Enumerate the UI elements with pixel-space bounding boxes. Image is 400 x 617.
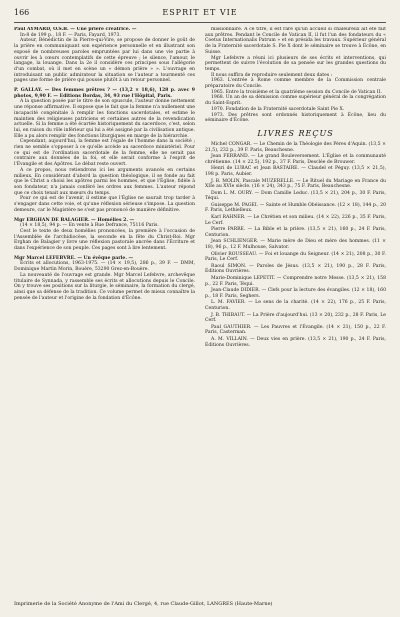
- page-number: 166: [14, 8, 30, 17]
- book-item: J. B. MOLIN, Pascale MUZERELLE. — Le Rituel du Mariage en France du XIIe au XVIe siècle. (16 × 24), 343 p., 75 F. Paris, Beauchesne.: [205, 178, 386, 190]
- review-paragraph: missionnaire. A ce titre, il est rare qu'un accueil si chaleureux ait été fait aux prêtres. Pendant le Concile de Vatican II, il fut l'un des fondateurs du « Coetus Internationalis Patrum » et en présida les travaux. Supérieur général de la Fraternité sacerdotale S. Pie X dont le séminaire se trouve à Écône, en Suisse.: [205, 27, 386, 55]
- book-item: Dom L. M. OURY. — Dom Camille Leduc. (13,5 × 21), 204 p., 30 F. Paris, Téqui.: [205, 190, 386, 202]
- book-item: Guiseppe M. PAGEI. — Sainte et Humble Obéissance. (12 × 18), 144 p., 20 F. Paris, Lethielleux.: [205, 202, 386, 214]
- review-paragraph: Écrits et allocutions, 1963-1975. — (14 × 19,5), 286 p., 39 F. — DMM, Dominique Martin Morin, Bouère, 53290 Grez-en-Bouère.: [14, 261, 195, 273]
- review-paragraph: Cest le texte de deux homélies prononcées, la première à l'occasion de l'Assemblée de l'archidiocèse, la seconde en la fête du Christ-Roi. Mgr Erghan de Balagier y livre une réflexion pastorale ancrée dans l'Écriture et dans l'expérience de son peuple. Ces pages sont à lire lentement.: [14, 228, 195, 252]
- review-paragraph: 1973. Des prêtres sont ordonnés historiquement à Écône, lieu du séminaire d'Écône.: [205, 112, 386, 124]
- book-item: Raoul SIMON. — Paroles de Jésus. (13,5 × 21), 190 p., 28 F. Paris, Éditions Ouvrières.: [205, 263, 386, 275]
- review-paragraph: 1965. Entre la troisième et la quatrième session du Concile de Vatican II.: [211, 89, 382, 95]
- book-item: J. B. THIBAUT. — La Prière d'aujourd'hui. (13 × 20), 232 p., 28 F. Paris, Le Cerf.: [205, 312, 386, 324]
- book-item: Paul GAUTHIER. — Les Pauvres et l'Évangile. (14 × 21), 150 p., 22 F. Paris, Casterman.: [205, 324, 386, 336]
- book-item: L. M. FAVIER. — Le sens de la charité. (14 × 22), 176 p., 25 F. Paris, Centurion.: [205, 300, 386, 311]
- page-header: [14, 8, 386, 23]
- review-entry: [14, 218, 195, 252]
- book-item: Jean-Claude DIDIER. — Clefs pour la lecture des évangiles. (12 × 18), 160 p., 18 F. Paris, Seghers.: [205, 288, 386, 299]
- review-paragraph: In-8 de 199 p., 18 F. — Paris, Fayard, 1973.: [20, 32, 121, 38]
- review-entry: [14, 88, 195, 213]
- review-paragraph: A ce propos, nous retiendrons ici les arguments avancés en certains milieux. En considérant d'abord la question théologique, il se fonde au fait que le Christ a choisi les apôtres parmi les hommes, et que l'Église, fidèle à son fondateur, n'a jamais conféré les ordres aux femmes. L'auteur répond que ce choix tenait aux mœurs du temps.: [14, 167, 195, 196]
- book-item: Jean FERRAND. — Le grand Bouleversement. L'Église et la communauté chrétienne. (14 × 22,5), 192 p., 37 F. Paris, Desclée de Brouwer.: [205, 154, 386, 165]
- review-paragraph: 1970. Fondation de la Fraternité sacerdotale Saint Pie X.: [211, 106, 345, 112]
- review-paragraph: 1968. Un an de sa démission comme supérieur général de la congrégation du Saint-Esprit.: [205, 95, 386, 107]
- book-item: Henri de LUBAC et Jean BASTAIRE. — Claudel et Péguy. (13,5 × 21,5), 198 p. Paris, Aubier.: [205, 166, 386, 177]
- text-columns: [14, 27, 386, 599]
- book-item: Michel CONGAR. — Le Chemin de la Théologie des Pères d'Aquin. (13,5 × 21,5), 232 p., 39 F. Paris, Beauchesne.: [205, 141, 386, 153]
- book-item: Jean SCHLIENGER. — Marie mère de Dieu et mère des hommes. (11 × 18), 96 p., 12 F. Mulhouse, Salvator.: [205, 239, 386, 251]
- review-paragraph: Auteur, Bénédictin de la Pierre-qui-Vire, se propose de donner le goût de la prière en communiquant son expérience personnelle et en illustrant son exposé de nombreuses paroles empruntées par lui dans une vie partie à ouvrir les à cœurs contemplatifs de cette épreuve ; le silence, l'amour, le langage, la louange. Dans la 2e il considère ces principes sous l'allégorie d'un combat, où il met en scène un « démon prière » ». L'ouvrage en introduisant un public admirateur la situation se l'auteur a tourmenté ces pages une forme de prière qui pousse plutôt à un retour personnel.: [14, 38, 195, 84]
- review-paragraph: Il nous suffira de reproduire seulement deux dates :: [211, 72, 333, 78]
- review-heading: [14, 88, 195, 99]
- review-entry: [14, 256, 195, 302]
- review-paragraph: La nouveauté de l'ouvrage est grande. Mgr Marcel Lefebvre, archevêque titulaire de Synnada, y rassemble ses écrits et allocutions depuis le Concile. On y trouve ses positions sur la liturgie, le séminaire, la formation du clergé, ainsi que sa défense de la tradition. Ce volume permet de mieux connaître la pensée de l'auteur et l'origine de la fondation d'Écône.: [14, 272, 195, 301]
- review-paragraph: 1963. L'entrée à Rome comme membre de la Commission centrale préparatoire du Concile.: [205, 78, 386, 90]
- right-column: [205, 27, 386, 599]
- printer-footer: Imprimerie de la Société Anonyme de l'Ami du Clergé, 4, rue Claude-Gillot, LANGRES (Haute-Marne): [14, 601, 273, 607]
- review-paragraph: Mgr Lefebvre a réuni ici plusieurs de ses écrits et interventions, qui permettent de suivre l'évolution de sa pensée sur les grandes questions du temps.: [205, 55, 386, 72]
- review-paragraph: Cependant, aujourd'hui, la femme est l'égale de l'homme dans la société ; rien ne semble s'opposer à ce qu'elle accède au sacerdoce ministériel. Pour ce qui est de l'ordination sacerdotale de la femme, elle ne serait pas contraire aux données de la foi, et elle serait conforme à l'esprit de l'Évangile et des Apôtres. Le débat reste ouvert.: [14, 139, 195, 168]
- book-item: A. M. VILLAIN. — Deux vies en prière. (13,5 × 21), 190 p., 24 F. Paris, Éditions Ouvrières.: [205, 336, 386, 348]
- section-title: LIVRES REÇUS: [257, 128, 334, 138]
- book-item: Karl RAHNER. — Le Chrétien et son milieu. (14 × 22), 226 p., 35 F. Paris, Le Cerf.: [205, 215, 386, 226]
- running-title: ESPRIT ET VIE: [162, 8, 238, 17]
- review-paragraph: (14 × 18,5), 94 p. — En vente à Rue Defrance, 75116 Paris.: [20, 223, 159, 229]
- review-author-title: Mgr Marcel LEFEBVRE. — Un évêque parle. —: [14, 255, 134, 261]
- review-author-title: P. GALLAY. — Des femmes prêtres ? — (13,2 × 18,6), 128 p. avec 9 photos, 9,90 F. — Editions Bordas, 34, 93 rue l'Hôpital, Paris.: [14, 88, 195, 99]
- book-item: Marie-Dominique LEPETIT. — Comprendre notre Messe. (13,5 × 21), 158 p., 22 F. Paris, Téqui.: [205, 276, 386, 287]
- left-column: [14, 27, 195, 599]
- review-author-title: Mgr ERGHAN DE BALAGIER. — Homélies 2. —: [14, 217, 135, 223]
- review-paragraph: Pour ce qui est de l'avenir, il estime que l'Église ne saurait trop tarder à s'engager dans cette voie, et qu'une réflexion sérieuse s'impose. La question demeure, car le Magistère ne s'est pas prononcé de manière définitive.: [14, 196, 195, 213]
- review-author-title: Paul AYMARD, O.S.B. — Une prière créatrice. —: [14, 27, 137, 32]
- right-column-intro: [205, 27, 386, 124]
- review-paragraph: A la question posée par le titre de son opuscule, l'auteur donne nettement une réponse affirmative. Il expose que le fait que la femme n'a nullement une incapacité congénitale à remplir les fonctions sacerdotales, et estime le maintien des religieuses patriciens et certaines autres de la revendication actuelle. Si la femme a été écartée historiquement du sacerdoce, c'est, selon lui, en raison du rôle inférieur qui lui a été assigné par la civilisation antique. Elle a pu alors remplir des fonctions liturgiques en marge de la hiérarchie.: [14, 99, 195, 139]
- book-item: Pierre PARRE. — La Bible et la prière. (13,5 × 21), 160 p., 24 F. Paris, Centurion.: [205, 227, 386, 238]
- books-received-list: [205, 142, 386, 348]
- book-item: Olivier ROUSSEAU. — Foi et louange du Seigneur. (14 × 21), 208 p., 30 F. Paris, Le Cerf.: [205, 251, 386, 263]
- review-entry: [14, 27, 195, 84]
